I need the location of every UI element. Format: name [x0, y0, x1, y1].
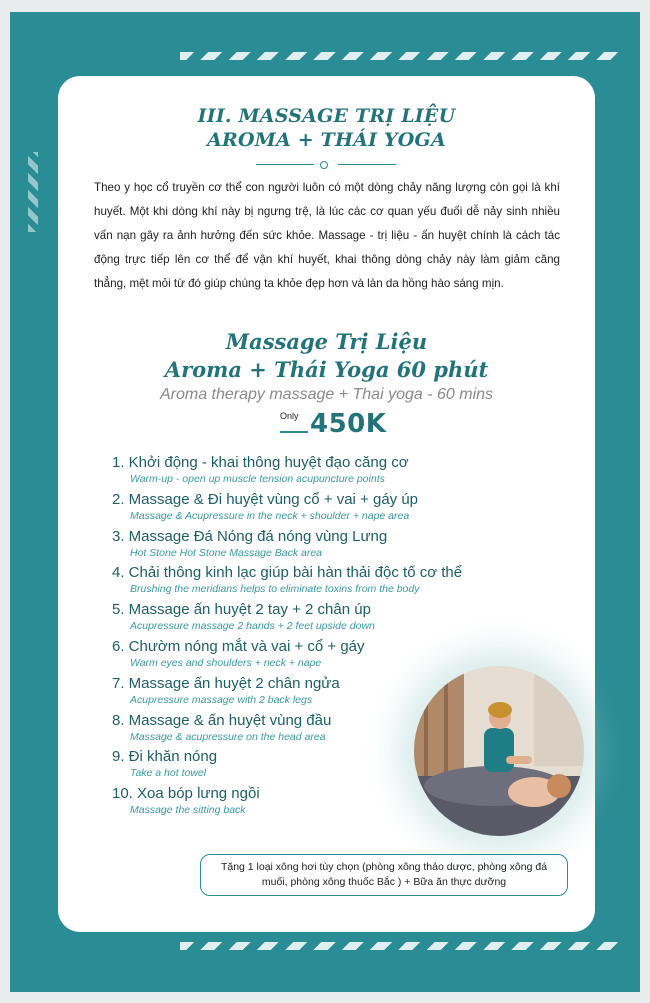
- price-underline: [280, 431, 308, 433]
- step-subtitle: Take a hot towel: [130, 767, 207, 780]
- price-tag: [280, 407, 420, 447]
- step-title: 4. Chải thông kinh lạc giúp bài hàn thải độc tố cơ thể: [112, 564, 463, 582]
- step-subtitle: Massage the sitting back: [130, 804, 246, 817]
- decorative-stripe-top: [180, 52, 620, 60]
- massage-scene-image: [414, 666, 584, 836]
- step-title: 9. Đi khăn nóng: [112, 748, 218, 766]
- package-title: [58, 328, 595, 384]
- step-title: 7. Massage ấn huyệt 2 chân ngửa: [112, 674, 340, 692]
- content-card: [58, 76, 595, 932]
- price-value: 450K: [310, 409, 387, 439]
- decorative-stripe-bottom: [180, 942, 620, 950]
- step-item: [112, 454, 572, 491]
- step-subtitle: Warm eyes and shoulders + neck + nape: [130, 656, 322, 669]
- intro-paragraph: Theo y học cổ truyền cơ thể con người luôn có một dòng chảy năng lượng còn gọi là khí huyết. Một khi dòng khí này bị ngưng trệ, là lúc các cơ quan yếu đuối dễ nảy sinh nhiều vấn nạn gây ra ảnh hưởng đến sức khỏe. Massage - trị liệu - ấn huyệt chính là cách tác động trực tiếp lên cơ thể để vận khí huyết, khai thông dòng chảy này làm giảm căng thẳng, mệt mỏi từ đó giúp chúng ta khỏe đẹp hơn và làn da hồng hào sáng mịn.: [94, 181, 560, 290]
- step-subtitle: Hot Stone Hot Stone Massage Back area: [130, 546, 323, 559]
- package-title-line2: Aroma + Thái Yoga 60 phút: [164, 357, 489, 382]
- gift-note: Tặng 1 loại xông hơi tùy chọn (phòng xông thảo dược, phòng xông đá muối, phòng xông thuốc Bắc ) + Bữa ăn thực dưỡng: [200, 854, 568, 896]
- poster: [10, 12, 640, 992]
- step-subtitle: Brushing the meridians helps to eliminate toxins from the body: [130, 583, 420, 596]
- step-subtitle: Massage & acupressure on the head area: [130, 730, 326, 743]
- step-title: 1. Khởi động - khai thông huyệt đạo căng cơ: [112, 454, 409, 471]
- section-title: [58, 104, 595, 152]
- divider-diamond-icon: [320, 161, 328, 169]
- package-subtitle: Aroma therapy massage + Thai yoga - 60 mins: [159, 386, 494, 403]
- step-title: 10. Xoa bóp lưng ngồi: [112, 785, 260, 803]
- step-item: [112, 491, 572, 528]
- brand-logo: [48, 870, 178, 930]
- step-item: [112, 601, 572, 638]
- package-title-line1: Massage Trị Liệu: [225, 329, 428, 354]
- step-item: [112, 528, 572, 565]
- step-title: 2. Massage & Đi huyệt vùng cổ + vai + gáy úp: [112, 490, 419, 508]
- step-title: 8. Massage & ấn huyệt vùng đầu: [112, 711, 332, 729]
- step-subtitle: Massage & Acupressure in the neck + shoulder + nape area: [130, 509, 410, 522]
- section-title-line1: III. MASSAGE TRỊ LIỆU: [197, 105, 456, 127]
- price-prefix: Only: [280, 411, 299, 421]
- step-subtitle: Warm-up - open up muscle tension acupuncture points: [130, 473, 385, 485]
- step-subtitle: Acupressure massage 2 hands + 2 feet upside down: [130, 620, 375, 633]
- decorative-stripe-left: [28, 152, 38, 232]
- title-divider: [256, 160, 396, 170]
- lotus-leaf-icon: [84, 870, 140, 900]
- step-title: 6. Chườm nóng mắt và vai + cổ + gáy: [112, 637, 365, 655]
- massage-photo: [414, 666, 584, 836]
- step-subtitle: Acupressure massage with 2 back legs: [130, 693, 313, 706]
- step-title: 3. Massage Đá Nóng đá nóng vùng Lưng: [112, 527, 388, 545]
- brand-name: LASENTA: [63, 900, 163, 920]
- step-title: 5. Massage ấn huyệt 2 tay + 2 chân úp: [112, 601, 371, 619]
- section-title-line2: AROMA + THÁI YOGA: [207, 129, 446, 151]
- step-item: [112, 564, 572, 601]
